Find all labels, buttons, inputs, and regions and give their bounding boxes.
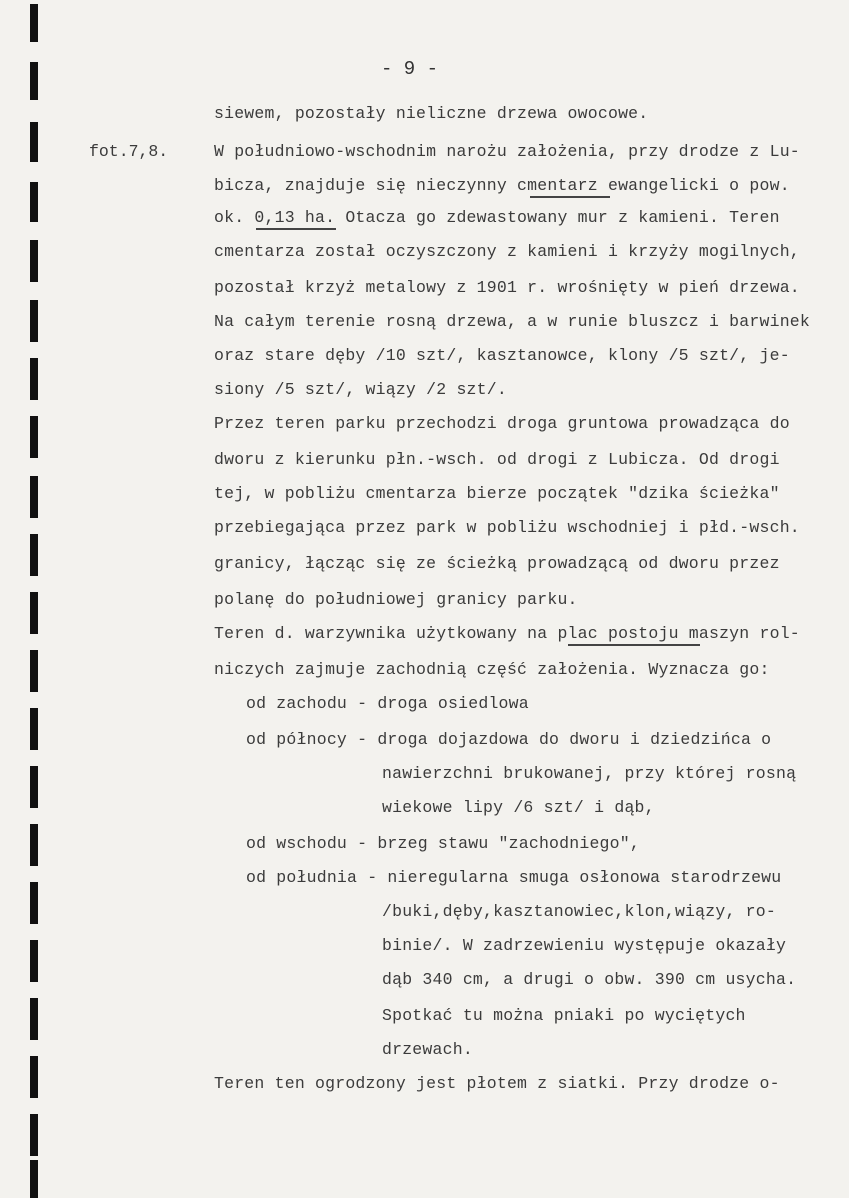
text-line: dąb 340 cm, a drugi o obw. 390 cm usycha.	[382, 970, 797, 989]
text-line: polanę do południowej granicy parku.	[214, 590, 578, 609]
text-line: przebiegająca przez park w pobliżu wschodniej i płd.-wsch.	[214, 518, 800, 537]
text-line: Teren ten ogrodzony jest płotem z siatki. Przy drodze o-	[214, 1074, 780, 1093]
margin-note: fot.7,8.	[89, 142, 169, 161]
binding-bar	[30, 708, 38, 750]
text-line: drzewach.	[382, 1040, 473, 1059]
binding-bar	[30, 534, 38, 576]
binding-bar	[30, 4, 38, 42]
binding-bar	[30, 882, 38, 924]
text-line: Na całym terenie rosną drzewa, a w runie bluszcz i barwinek	[214, 312, 810, 331]
text-line: wiekowe lipy /6 szt/ i dąb,	[382, 798, 655, 817]
text-line: nawierzchni brukowanej, przy której rosną	[382, 764, 797, 783]
binding-bar	[30, 62, 38, 100]
binding-bar	[30, 1056, 38, 1098]
binding-bar	[30, 182, 38, 222]
text-line: od południa - nieregularna smuga osłonowa starodrzewu	[246, 868, 782, 887]
binding-bar	[30, 416, 38, 458]
underline-plac-postoju	[568, 644, 700, 646]
binding-bar	[30, 476, 38, 518]
text-line: niczych zajmuje zachodnią część założenia. Wyznacza go:	[214, 660, 770, 679]
binding-bar	[30, 122, 38, 162]
text-line: tej, w pobliżu cmentarza bierze początek "dzika ścieżka"	[214, 484, 780, 503]
binding-bar	[30, 766, 38, 808]
text-line: ok. 0,13 ha. Otacza go zdewastowany mur z kamieni. Teren	[214, 208, 780, 227]
text-line: pozostał krzyż metalowy z 1901 r. wrośnięty w pień drzewa.	[214, 278, 800, 297]
text-line: cmentarza został oczyszczony z kamieni i krzyży mogilnych,	[214, 242, 800, 261]
text-line: oraz stare dęby /10 szt/, kasztanowce, klony /5 szt/, je-	[214, 346, 790, 365]
text-line: Teren d. warzywnika użytkowany na plac postoju maszyn rol-	[214, 624, 800, 643]
text-line: bicza, znajduje się nieczynny cmentarz ewangelicki o pow.	[214, 176, 790, 195]
text-line: granicy, łącząc się ze ścieżką prowadzącą od dworu przez	[214, 554, 780, 573]
binding-bar	[30, 592, 38, 634]
text-line: od wschodu - brzeg stawu "zachodniego",	[246, 834, 640, 853]
binding-bar	[30, 940, 38, 982]
text-line: od północy - droga dojazdowa do dworu i dziedzińca o	[246, 730, 772, 749]
binding-bar	[30, 1160, 38, 1198]
underline-cmentarz	[530, 196, 610, 198]
text-line: /buki,dęby,kasztanowiec,klon,wiązy, ro-	[382, 902, 776, 921]
page-number: - 9 -	[381, 58, 439, 80]
text-line: dworu z kierunku płn.-wsch. od drogi z Lubicza. Od drogi	[214, 450, 780, 469]
text-line: siewem, pozostały nieliczne drzewa owocowe.	[214, 104, 649, 123]
text-line: siony /5 szt/, wiązy /2 szt/.	[214, 380, 507, 399]
text-line: W południowo-wschodnim narożu założenia, przy drodze z Lu-	[214, 142, 800, 161]
binding-bar	[30, 650, 38, 692]
binding-bar	[30, 998, 38, 1040]
binding-bar	[30, 1114, 38, 1156]
text-line: Spotkać tu można pniaki po wyciętych	[382, 1006, 746, 1025]
text-line: binie/. W zadrzewieniu występuje okazały	[382, 936, 787, 955]
binding-bar	[30, 358, 38, 400]
binding-bar	[30, 240, 38, 282]
text-line: Przez teren parku przechodzi droga gruntowa prowadząca do	[214, 414, 790, 433]
binding-bar	[30, 300, 38, 342]
underline-area	[256, 228, 336, 230]
text-line: od zachodu - droga osiedlowa	[246, 694, 529, 713]
binding-bar	[30, 824, 38, 866]
